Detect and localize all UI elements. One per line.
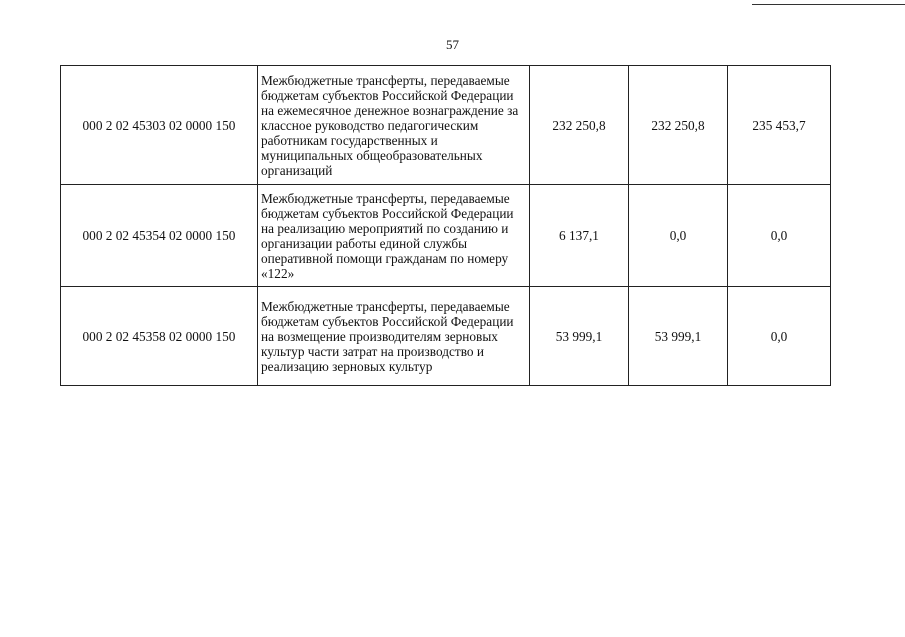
value-cell-3: 0,0 xyxy=(728,185,831,287)
table-row xyxy=(61,185,831,287)
value-cell-3: 235 453,7 xyxy=(728,66,831,185)
description-cell: Межбюджетные трансферты, передаваемые бюджетам субъектов Российской Федерации на ежемесячное денежное вознаграждение за классное руководство педагогическим работникам государственных и муниципальных общеобразовательных организаций xyxy=(258,66,530,185)
value-cell-1: 53 999,1 xyxy=(530,287,629,386)
value-cell-2: 232 250,8 xyxy=(629,66,728,185)
value-cell-2: 53 999,1 xyxy=(629,287,728,386)
budget-code-cell: 000 2 02 45303 02 0000 150 xyxy=(61,66,258,185)
budget-code-cell: 000 2 02 45354 02 0000 150 xyxy=(61,185,258,287)
value-cell-3: 0,0 xyxy=(728,287,831,386)
value-cell-1: 232 250,8 xyxy=(530,66,629,185)
value-cell-2: 0,0 xyxy=(629,185,728,287)
page-number: 57 xyxy=(446,37,459,52)
top-rule xyxy=(752,4,905,5)
table-row xyxy=(61,287,831,386)
description-cell: Межбюджетные трансферты, передаваемые бюджетам субъектов Российской Федерации на реализацию мероприятий по созданию и организации работы единой службы оперативной помощи гражданам по номеру «122» xyxy=(258,185,530,287)
description-cell: Межбюджетные трансферты, передаваемые бюджетам субъектов Российской Федерации на возмещение производителям зерновых культур части затрат на производство и реализацию зерновых культур xyxy=(258,287,530,386)
table-row xyxy=(61,66,831,185)
value-cell-1: 6 137,1 xyxy=(530,185,629,287)
budget-table xyxy=(60,65,831,386)
budget-code-cell: 000 2 02 45358 02 0000 150 xyxy=(61,287,258,386)
